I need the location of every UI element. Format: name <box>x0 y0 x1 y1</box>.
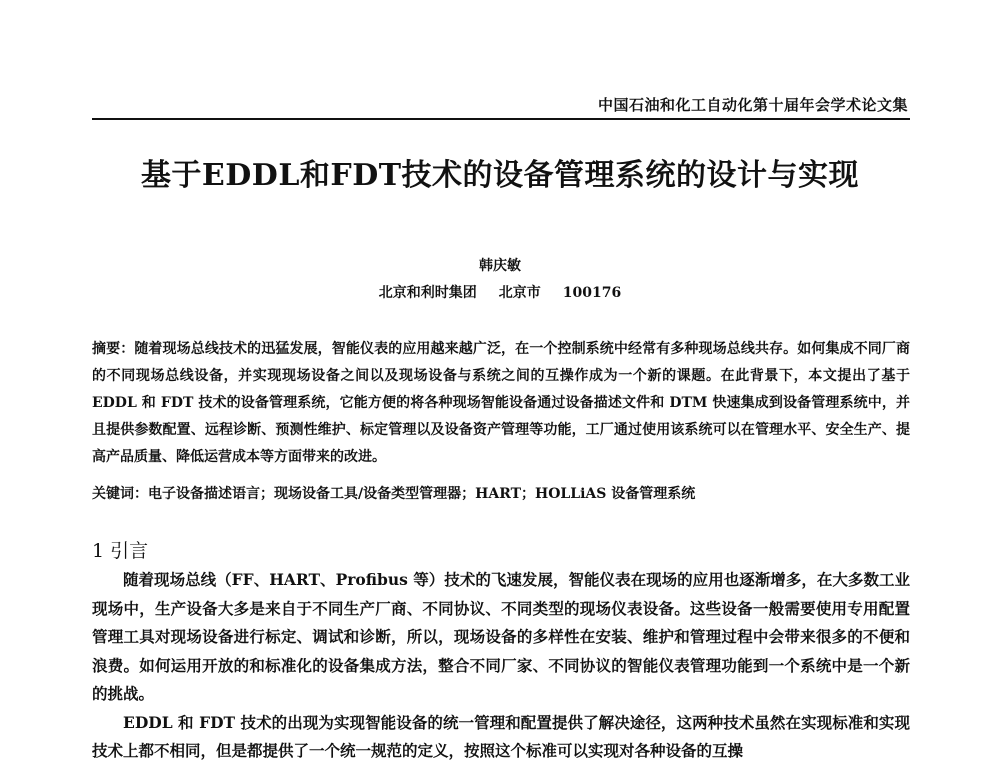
section-heading-introduction: 1 引言 <box>92 540 149 562</box>
paper-title: 基于EDDL和FDT技术的设备管理系统的设计与实现 <box>140 158 860 193</box>
section-body <box>92 566 910 766</box>
affiliation-postcode: 100176 <box>562 285 622 301</box>
affiliation-city: 北京市 <box>498 285 541 301</box>
affiliation <box>0 282 1000 302</box>
body-paragraph: 随着现场总线（FF、HART、Profibus 等）技术的飞速发展，智能仪表在现场的应用也逐渐增多，在大多数工业现场中，生产设备大多是来自于不同生产厂商、不同协议、不同类型的现场仪表设备。这些设备一般需要使用专用配置管理工具对现场设备进行标定、调试和诊断，所以，现场设备的多样性在安装、维护和管理过程中会带来很多的不便和浪费。如何运用开放的和标准化的设备集成方法，整合不同厂家、不同协议的智能仪表管理功能到一个系统中是一个新的挑战。 <box>92 570 910 703</box>
keywords: 关键词：电子设备描述语言；现场设备工具/设备类型管理器；HART；HOLLiAS 设备管理系统 <box>92 486 696 502</box>
author-name: 韩庆敏 <box>479 258 521 274</box>
header-rule <box>92 118 910 120</box>
affiliation-organization: 北京和利时集团 <box>378 285 477 301</box>
body-paragraph: EDDL 和 FDT 技术的出现为实现智能设备的统一管理和配置提供了解决途径，这两种技术虽然在实现标准和实现技术上都不相同，但是都提供了一个统一规范的定义，按照这个标准可以实现对各种设备的互操 <box>92 712 910 760</box>
running-header: 中国石油和化工自动化第十届年会学术论文集 <box>597 96 908 114</box>
abstract: 摘要：随着现场总线技术的迅猛发展，智能仪表的应用越来越广泛，在一个控制系统中经常有多种现场总线共存。如何集成不同厂商的不同现场总线设备，并实现现场设备之间以及现场设备与系统之间的互操作成为一个新的课题。在此背景下，本文提出了基于 EDDL 和 FDT 技术的设备管理系统，它能方便的将各种现场智能设备通过设备描述文件和 DTM 快速集成到设备管理系统中，并且提供参数配置、远程诊断、预测性维护、标定管理以及设备资产管理等功能，工厂通过使用该系统可以在管理水平、安全生产、提高产品质量、降低运营成本等方面带来的改进。 <box>92 341 910 465</box>
